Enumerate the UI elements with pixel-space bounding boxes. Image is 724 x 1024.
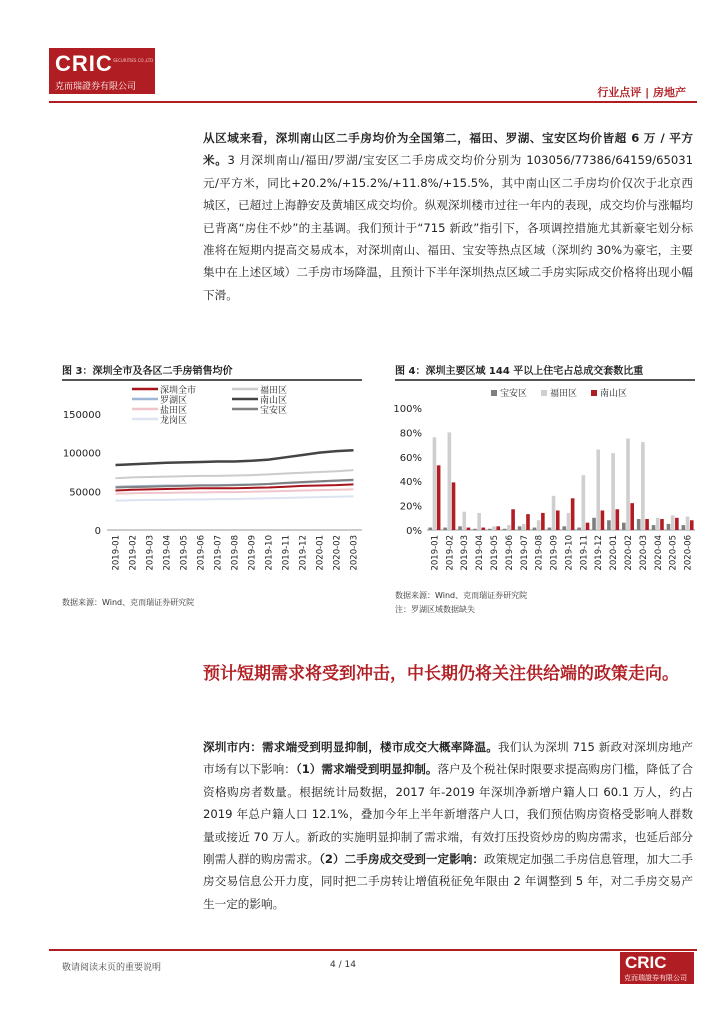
bar bbox=[477, 513, 481, 530]
bar bbox=[660, 519, 664, 530]
bar bbox=[556, 510, 560, 530]
series-line bbox=[116, 470, 354, 478]
bar bbox=[473, 529, 477, 530]
x-tick-label: 2019-09 bbox=[549, 535, 560, 571]
bar bbox=[630, 503, 634, 530]
x-tick-label: 2019-12 bbox=[594, 535, 605, 571]
paragraph-regional-body: 3 月深圳南山/福田/罗湖/宝安区二手房成交均价分别为 103056/77386/64159/65031 元/平方米，同比+20.2%/+15.2%/+11.8%/+15.5%，其中南山区二手房均价仅次于北京西城区，已超过上海静安及黄埔区成交均价。纵观深圳楼市过往一年内的表现，成交均价与涨幅均已背离“房住不炒”的主基调。我们预计于“715 新政”指引下，各项调控措施尤其新豪宅划分标准将在短期内提高交易成本，对深圳南山、福田、宝安等热点区域（深圳约 30%为豪宅，主要集中在上述区域）二手房市场降温，且预计下半年深圳热点区域二手房实际成交价格将出现小幅下滑。 bbox=[203, 153, 693, 302]
bar bbox=[482, 528, 486, 530]
x-tick-label: 2020-03 bbox=[349, 535, 360, 571]
series-line bbox=[116, 496, 354, 500]
bar bbox=[596, 449, 600, 530]
bar bbox=[577, 528, 581, 530]
bar bbox=[645, 519, 649, 530]
legend-swatch bbox=[541, 390, 547, 396]
footer-logo bbox=[620, 952, 694, 984]
x-tick-label: 2019-07 bbox=[519, 535, 530, 571]
x-tick-label: 2019-10 bbox=[264, 535, 275, 571]
legend-label: 龙岗区 bbox=[160, 416, 188, 426]
legend-label: 宝安区 bbox=[500, 389, 528, 399]
footer-logo-chinese: 克而瑞證券有限公司 bbox=[624, 974, 687, 982]
x-tick-label: 2019-11 bbox=[281, 535, 292, 571]
x-tick-label: 2019-02 bbox=[445, 535, 456, 571]
paragraph-regional-lead: 从区域来看，深圳南山区二手房均价为全国第二，福田、罗湖、宝安区均价皆超 6 万 / 平方米。 bbox=[203, 131, 693, 168]
bar bbox=[522, 524, 526, 530]
bar bbox=[686, 517, 690, 530]
legend-label: 南山区 bbox=[260, 396, 288, 406]
paragraph-shenzhen-point2: （2）二手房成交受到一定影响： bbox=[319, 852, 484, 867]
x-tick-label: 2019-05 bbox=[490, 535, 500, 571]
x-tick-label: 2020-02 bbox=[624, 535, 634, 571]
legend-label: 罗湖区 bbox=[160, 396, 188, 406]
bar bbox=[626, 439, 630, 531]
bar bbox=[467, 528, 471, 530]
bar bbox=[488, 529, 492, 530]
x-tick-label: 2020-01 bbox=[315, 535, 326, 571]
bar bbox=[452, 482, 456, 530]
bar bbox=[582, 475, 586, 530]
bar bbox=[611, 453, 615, 530]
bar bbox=[675, 518, 679, 530]
bar bbox=[443, 528, 447, 530]
x-tick-label: 2019-07 bbox=[213, 535, 224, 571]
bar bbox=[671, 515, 675, 530]
y-tick-label: 50000 bbox=[69, 487, 101, 499]
bar bbox=[601, 510, 605, 530]
fig4-title: 图 4：深圳主要区域 144 平以上住宅占总成交套数比重 bbox=[395, 366, 644, 377]
bar bbox=[607, 520, 611, 530]
footer-disclaimer: 敬请阅读末页的重要说明 bbox=[62, 963, 162, 973]
x-tick-label: 2019-03 bbox=[145, 535, 156, 571]
x-tick-label: 2019-05 bbox=[179, 535, 190, 571]
fig3-source: 数据来源：Wind、克而瑞证券研究院 bbox=[62, 598, 195, 607]
bar bbox=[496, 526, 500, 530]
y-tick-label: 0 bbox=[94, 526, 101, 537]
x-tick-label: 2020-04 bbox=[653, 535, 664, 571]
footer-logo-text: CRIC bbox=[625, 953, 667, 972]
logo-text: CRIC bbox=[55, 51, 113, 76]
bar bbox=[592, 518, 596, 530]
y-tick-label: 100% bbox=[393, 404, 422, 415]
legend-swatch bbox=[491, 390, 497, 396]
bar bbox=[656, 518, 660, 530]
bar bbox=[567, 513, 571, 530]
x-tick-label: 2019-04 bbox=[475, 535, 486, 571]
y-tick-label: 0% bbox=[406, 526, 422, 537]
y-tick-label: 100000 bbox=[62, 448, 101, 460]
legend-label: 盐田区 bbox=[160, 406, 188, 416]
legend-label: 福田区 bbox=[550, 389, 578, 399]
bar bbox=[428, 528, 432, 530]
x-tick-label: 2019-11 bbox=[579, 535, 590, 571]
bar bbox=[637, 519, 641, 530]
x-tick-label: 2020-06 bbox=[683, 535, 694, 571]
footer-rule bbox=[49, 949, 697, 951]
x-tick-label: 2019-09 bbox=[247, 535, 258, 571]
bar bbox=[458, 526, 462, 530]
x-tick-label: 2020-02 bbox=[332, 535, 343, 571]
bar bbox=[652, 525, 656, 530]
x-tick-label: 2019-08 bbox=[534, 535, 545, 571]
bar bbox=[433, 437, 437, 530]
header-category: 行业点评 | 房地产 bbox=[597, 86, 686, 99]
bar bbox=[682, 525, 686, 530]
paragraph-shenzhen-point1: （1）需求端受到明显抑制。 bbox=[295, 762, 438, 777]
bar bbox=[562, 526, 566, 530]
paragraph-shenzhen-text1: 我们认为深圳 715 新政对深圳房地产市场有以下影响： bbox=[203, 740, 693, 777]
paragraph-shenzhen-lead: 深圳市内：需求端受到明显抑制，楼市成交大概率降温。 bbox=[203, 740, 499, 754]
x-tick-label: 2019-02 bbox=[128, 535, 139, 571]
paragraph-regional bbox=[203, 127, 693, 306]
bar bbox=[586, 523, 590, 530]
x-tick-label: 2019-01 bbox=[111, 535, 122, 571]
company-logo bbox=[49, 48, 155, 94]
bar bbox=[641, 442, 645, 530]
bar bbox=[548, 528, 552, 530]
logo-chinese-name: 克而瑞證券有限公司 bbox=[55, 82, 137, 92]
bar bbox=[503, 529, 507, 530]
fig3-title: 图 3：深圳全市及各区二手房销售均价 bbox=[62, 366, 233, 377]
bar bbox=[526, 514, 530, 530]
legend-label: 宝安区 bbox=[260, 406, 288, 416]
x-tick-label: 2020-03 bbox=[638, 535, 649, 571]
y-tick-label: 80% bbox=[399, 428, 422, 440]
bar bbox=[571, 498, 575, 530]
fig4-note: 注：罗湖区域数据缺失 bbox=[395, 605, 475, 614]
bar bbox=[616, 509, 620, 530]
bar bbox=[690, 520, 694, 530]
y-tick-label: 60% bbox=[399, 452, 422, 464]
logo-subtext: SECURITIES CO.,LTD bbox=[113, 58, 154, 63]
y-tick-label: 40% bbox=[399, 477, 422, 489]
y-tick-label: 20% bbox=[399, 501, 422, 513]
legend-swatch bbox=[591, 390, 597, 396]
x-tick-label: 2019-08 bbox=[230, 535, 241, 571]
legend-label: 南山区 bbox=[600, 389, 628, 399]
y-tick-label: 150000 bbox=[62, 410, 101, 421]
x-tick-label: 2019-06 bbox=[196, 535, 207, 571]
bar bbox=[437, 465, 441, 530]
bar bbox=[511, 509, 515, 530]
x-tick-label: 2020-05 bbox=[668, 535, 679, 571]
x-tick-label: 2019-03 bbox=[460, 535, 471, 571]
x-tick-label: 2019-12 bbox=[298, 535, 309, 571]
x-tick-label: 2020-01 bbox=[609, 535, 620, 571]
x-tick-label: 2019-04 bbox=[162, 535, 173, 571]
legend-label: 福田区 bbox=[260, 386, 288, 396]
bar bbox=[462, 512, 466, 530]
series-line bbox=[116, 450, 354, 465]
paragraph-shenzhen-text2: 落户及个税社保时限要求提高购房门槛，降低了合资格购房者数量。根据统计局数据，2017 年-2019 年深圳净新增户籍人口 60.1 万人，约占 2019 年总户籍人口 12.1%，叠加今年上半年新增落户人口，我们预估购房资格受影响人群数量或接近 70 万人。新政的实施明显抑制了需求端，有效打压投资炒房的购房需求，也延后部分刚需人群的购房需求。 bbox=[203, 762, 693, 867]
bar bbox=[541, 513, 545, 530]
bar bbox=[518, 526, 522, 530]
section-heading: 预计短期需求将受到冲击，中长期仍将关注供给端的政策走向。 bbox=[203, 664, 679, 684]
bar bbox=[667, 524, 671, 530]
page-number: 4 / 14 bbox=[330, 960, 356, 970]
x-tick-label: 2019-06 bbox=[504, 535, 515, 571]
header-rule bbox=[49, 101, 697, 103]
paragraph-shenzhen bbox=[203, 736, 693, 915]
legend-label: 深圳全市 bbox=[160, 386, 197, 396]
paragraph-shenzhen-text3: 政策规定加强二手房信息管理，加大二手房交易信息公开力度，同时把二手房转让增值税征免年限由 2 年调整到 5 年，对二手房交易产生一定的影响。 bbox=[203, 852, 693, 911]
fig3-line-chart bbox=[62, 380, 372, 592]
x-tick-label: 2019-10 bbox=[564, 535, 575, 571]
bar bbox=[537, 520, 541, 530]
bar bbox=[552, 496, 556, 530]
bar bbox=[492, 526, 496, 530]
fig4-bar-chart bbox=[393, 380, 703, 592]
bar bbox=[622, 523, 626, 530]
bar bbox=[448, 432, 452, 530]
bar bbox=[533, 528, 537, 530]
bar bbox=[507, 525, 511, 530]
fig4-source: 数据来源：Wind、克而瑞证券研究院 bbox=[395, 591, 528, 600]
x-tick-label: 2019-01 bbox=[430, 535, 441, 571]
